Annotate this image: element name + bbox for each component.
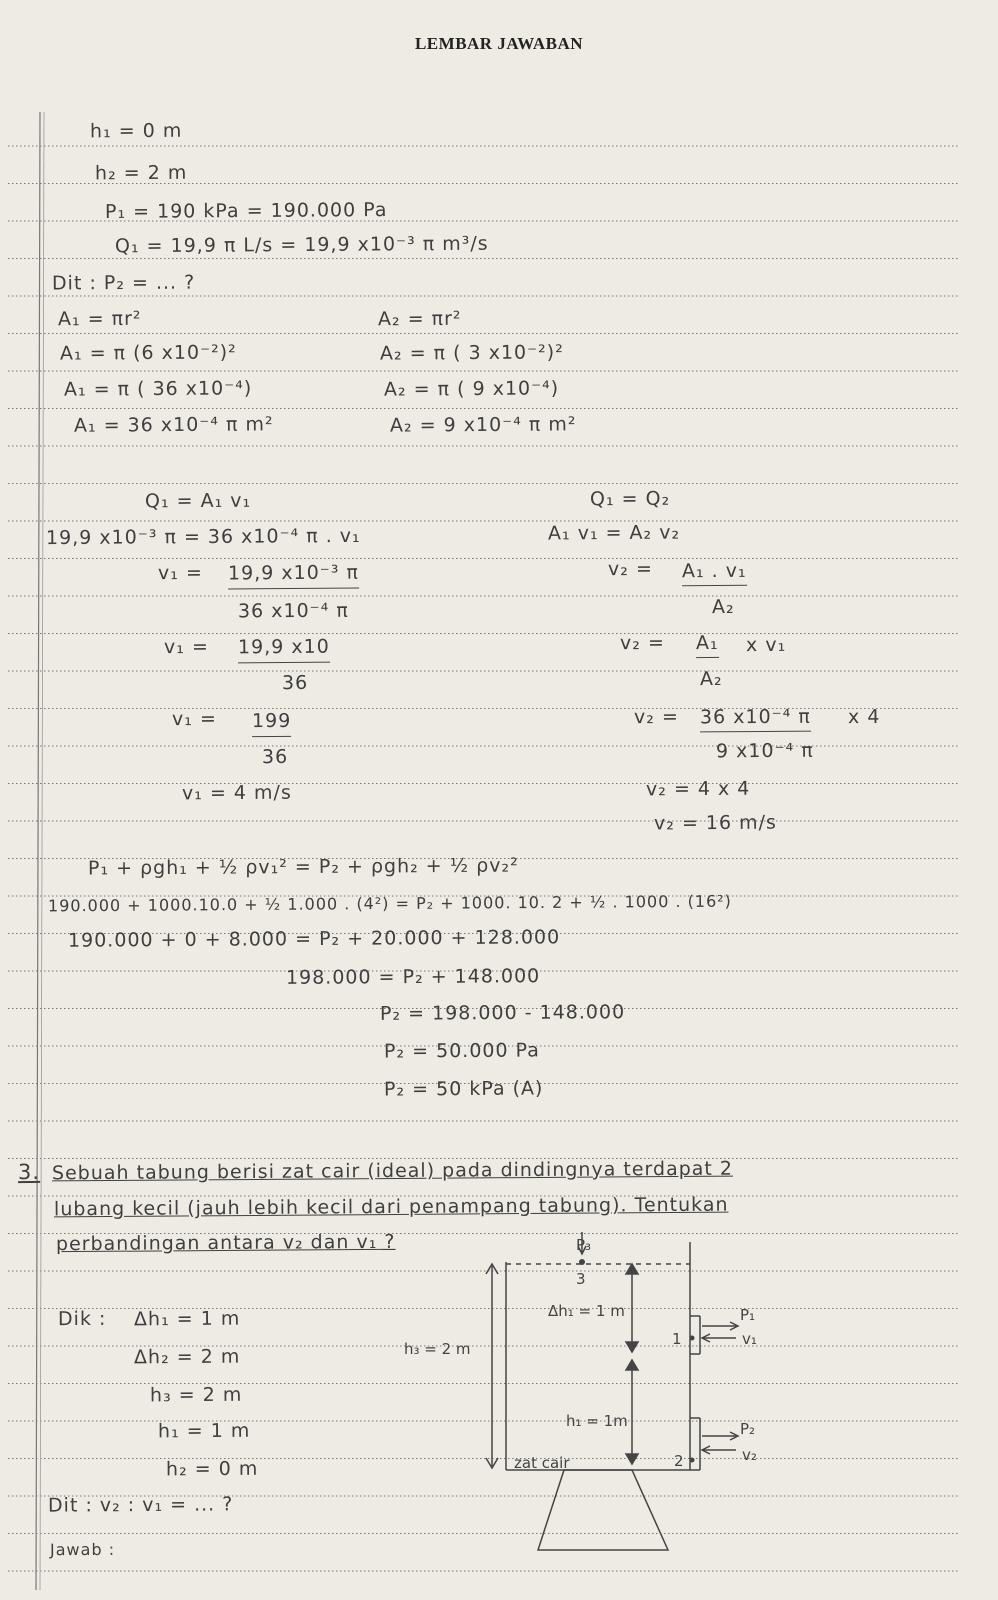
v1-line2: 19,9 x10⁻³ π = 36 x10⁻⁴ π . v₁ <box>45 524 361 550</box>
problem-3-given-h3: h₃ = 2 m <box>149 1383 243 1407</box>
v1-line4-num: 19,9 x10 <box>238 636 330 664</box>
page-title: LEMBAR JAWABAN <box>414 34 584 53</box>
problem-3-given-dh2: Δh₂ = 2 m <box>133 1345 241 1369</box>
v2-result: v₂ = 16 m/s <box>653 811 777 835</box>
problem-3-line2: lubang kecil (jauh lebih kecil dari penampang tabung). Tentukan <box>53 1193 729 1221</box>
area-a2-line2: A₂ = π ( 3 x10⁻²)² <box>379 341 564 365</box>
v2-line3-den: A₂ <box>711 595 735 619</box>
v2-line4-den: A₂ <box>699 667 723 691</box>
v2-line1: Q₁ = Q₂ <box>589 487 671 511</box>
v2-line5-op: x 4 <box>847 705 881 729</box>
diagram-label-point3: 3 <box>576 1270 586 1288</box>
bernoulli-result: P₂ = 50 kPa (A) <box>383 1077 544 1101</box>
given-p1: P₁ = 190 kPa = 190.000 Pa <box>104 199 388 223</box>
problem-3-given-dh1: Δh₁ = 1 m <box>133 1307 241 1331</box>
area-a2-line1: A₂ = πr² <box>377 307 462 331</box>
v1-result: v₁ = 4 m/s <box>181 781 292 805</box>
area-a1-line1: A₁ = πr² <box>57 307 142 331</box>
v1-line5-lhs: v₁ = <box>171 707 217 731</box>
v1-line4-lhs: v₁ = <box>163 635 209 659</box>
bernoulli-line4: 198.000 = P₂ + 148.000 <box>285 965 541 989</box>
problem-3-line1: Sebuah tabung berisi zat cair (ideal) pada dindingnya terdapat 2 <box>51 1157 734 1185</box>
problem-3-line3: perbandingan antara v₂ dan v₁ ? <box>55 1230 396 1256</box>
v1-line5-num: 199 <box>252 710 291 737</box>
v2-line2: A₁ v₁ = A₂ v₂ <box>547 521 681 545</box>
problem-3-given-h2: h₂ = 0 m <box>165 1457 259 1481</box>
diagram-label-v1: v₁ <box>742 1330 757 1348</box>
bernoulli-line3: 190.000 + 0 + 8.000 = P₂ + 20.000 + 128.000 <box>67 926 561 952</box>
v2-line5-num: 36 x10⁻⁴ π <box>700 706 811 733</box>
area-a1-line4: A₁ = 36 x10⁻⁴ π m² <box>73 413 274 437</box>
problem-3-given-title: Dik : <box>57 1307 107 1331</box>
area-a2-line3: A₂ = π ( 9 x10⁻⁴) <box>383 377 560 401</box>
v1-line4-den: 36 <box>281 671 309 695</box>
diagram-label-point1: 1 <box>672 1330 682 1348</box>
diagram-label-p1: P₁ <box>740 1306 756 1324</box>
v1-line3-num: 19,9 x10⁻³ π <box>228 562 359 590</box>
v2-line3-lhs: v₂ = <box>607 557 653 581</box>
problem-3-asked: Dit : v₂ : v₁ = ... ? <box>47 1493 234 1517</box>
given-q1: Q₁ = 19,9 π L/s = 19,9 x10⁻³ π m³/s <box>114 232 489 258</box>
v2-line5-den: 9 x10⁻⁴ π <box>715 739 814 763</box>
area-a1-line3: A₁ = π ( 36 x10⁻⁴) <box>63 377 253 401</box>
diagram-label-p2: P₂ <box>740 1420 756 1438</box>
bernoulli-line1: P₁ + ρgh₁ + ½ ρv₁² = P₂ + ρgh₂ + ½ ρv₂² <box>87 854 519 880</box>
diagram-label-h3: h₃ = 2 m <box>404 1340 471 1358</box>
v2-line4-lhs: v₂ = <box>619 631 665 655</box>
problem-3-answer-label: Jawab : <box>49 1539 116 1560</box>
bernoulli-line6: P₂ = 50.000 Pa <box>383 1039 540 1063</box>
given-h1: h₁ = 0 m <box>89 119 183 143</box>
problem-3-number: 3. <box>17 1159 41 1185</box>
diagram-label-point2: 2 <box>674 1452 684 1470</box>
diagram-label-dh1: Δh₁ = 1 m <box>548 1302 625 1320</box>
diagram-label-v2: v₂ <box>742 1446 757 1464</box>
given-h2: h₂ = 2 m <box>94 161 188 185</box>
v1-line5-den: 36 <box>261 745 289 769</box>
v1-line3-den: 36 x10⁻⁴ π <box>237 599 349 623</box>
diagram-label-fluid: zat cair <box>514 1454 570 1472</box>
v1-line1: Q₁ = A₁ v₁ <box>144 489 252 513</box>
v2-line4-op: x v₁ <box>745 633 787 657</box>
diagram-label-p3: P₃ <box>576 1236 592 1254</box>
v2-line6: v₂ = 4 x 4 <box>645 777 751 801</box>
diagram-label-h1: h₁ = 1m <box>566 1412 628 1430</box>
area-a1-line2: A₁ = π (6 x10⁻²)² <box>59 341 237 365</box>
bernoulli-line5: P₂ = 198.000 - 148.000 <box>379 1001 626 1025</box>
v2-line5-lhs: v₂ = <box>633 705 679 729</box>
v1-line3-lhs: v₁ = <box>157 561 203 585</box>
problem-3-given-h1: h₁ = 1 m <box>157 1419 251 1443</box>
bernoulli-line2: 190.000 + 1000.10.0 + ½ 1.000 . (4²) = P₂ + 1000. 10. 2 + ½ . 1000 . (16²) <box>47 891 732 916</box>
area-a2-line4: A₂ = 9 x10⁻⁴ π m² <box>389 413 577 437</box>
asked-p2: Dit : P₂ = ... ? <box>51 271 196 295</box>
v2-line4-num: A₁ <box>696 632 719 658</box>
v2-line3-num: A₁ . v₁ <box>682 560 747 586</box>
